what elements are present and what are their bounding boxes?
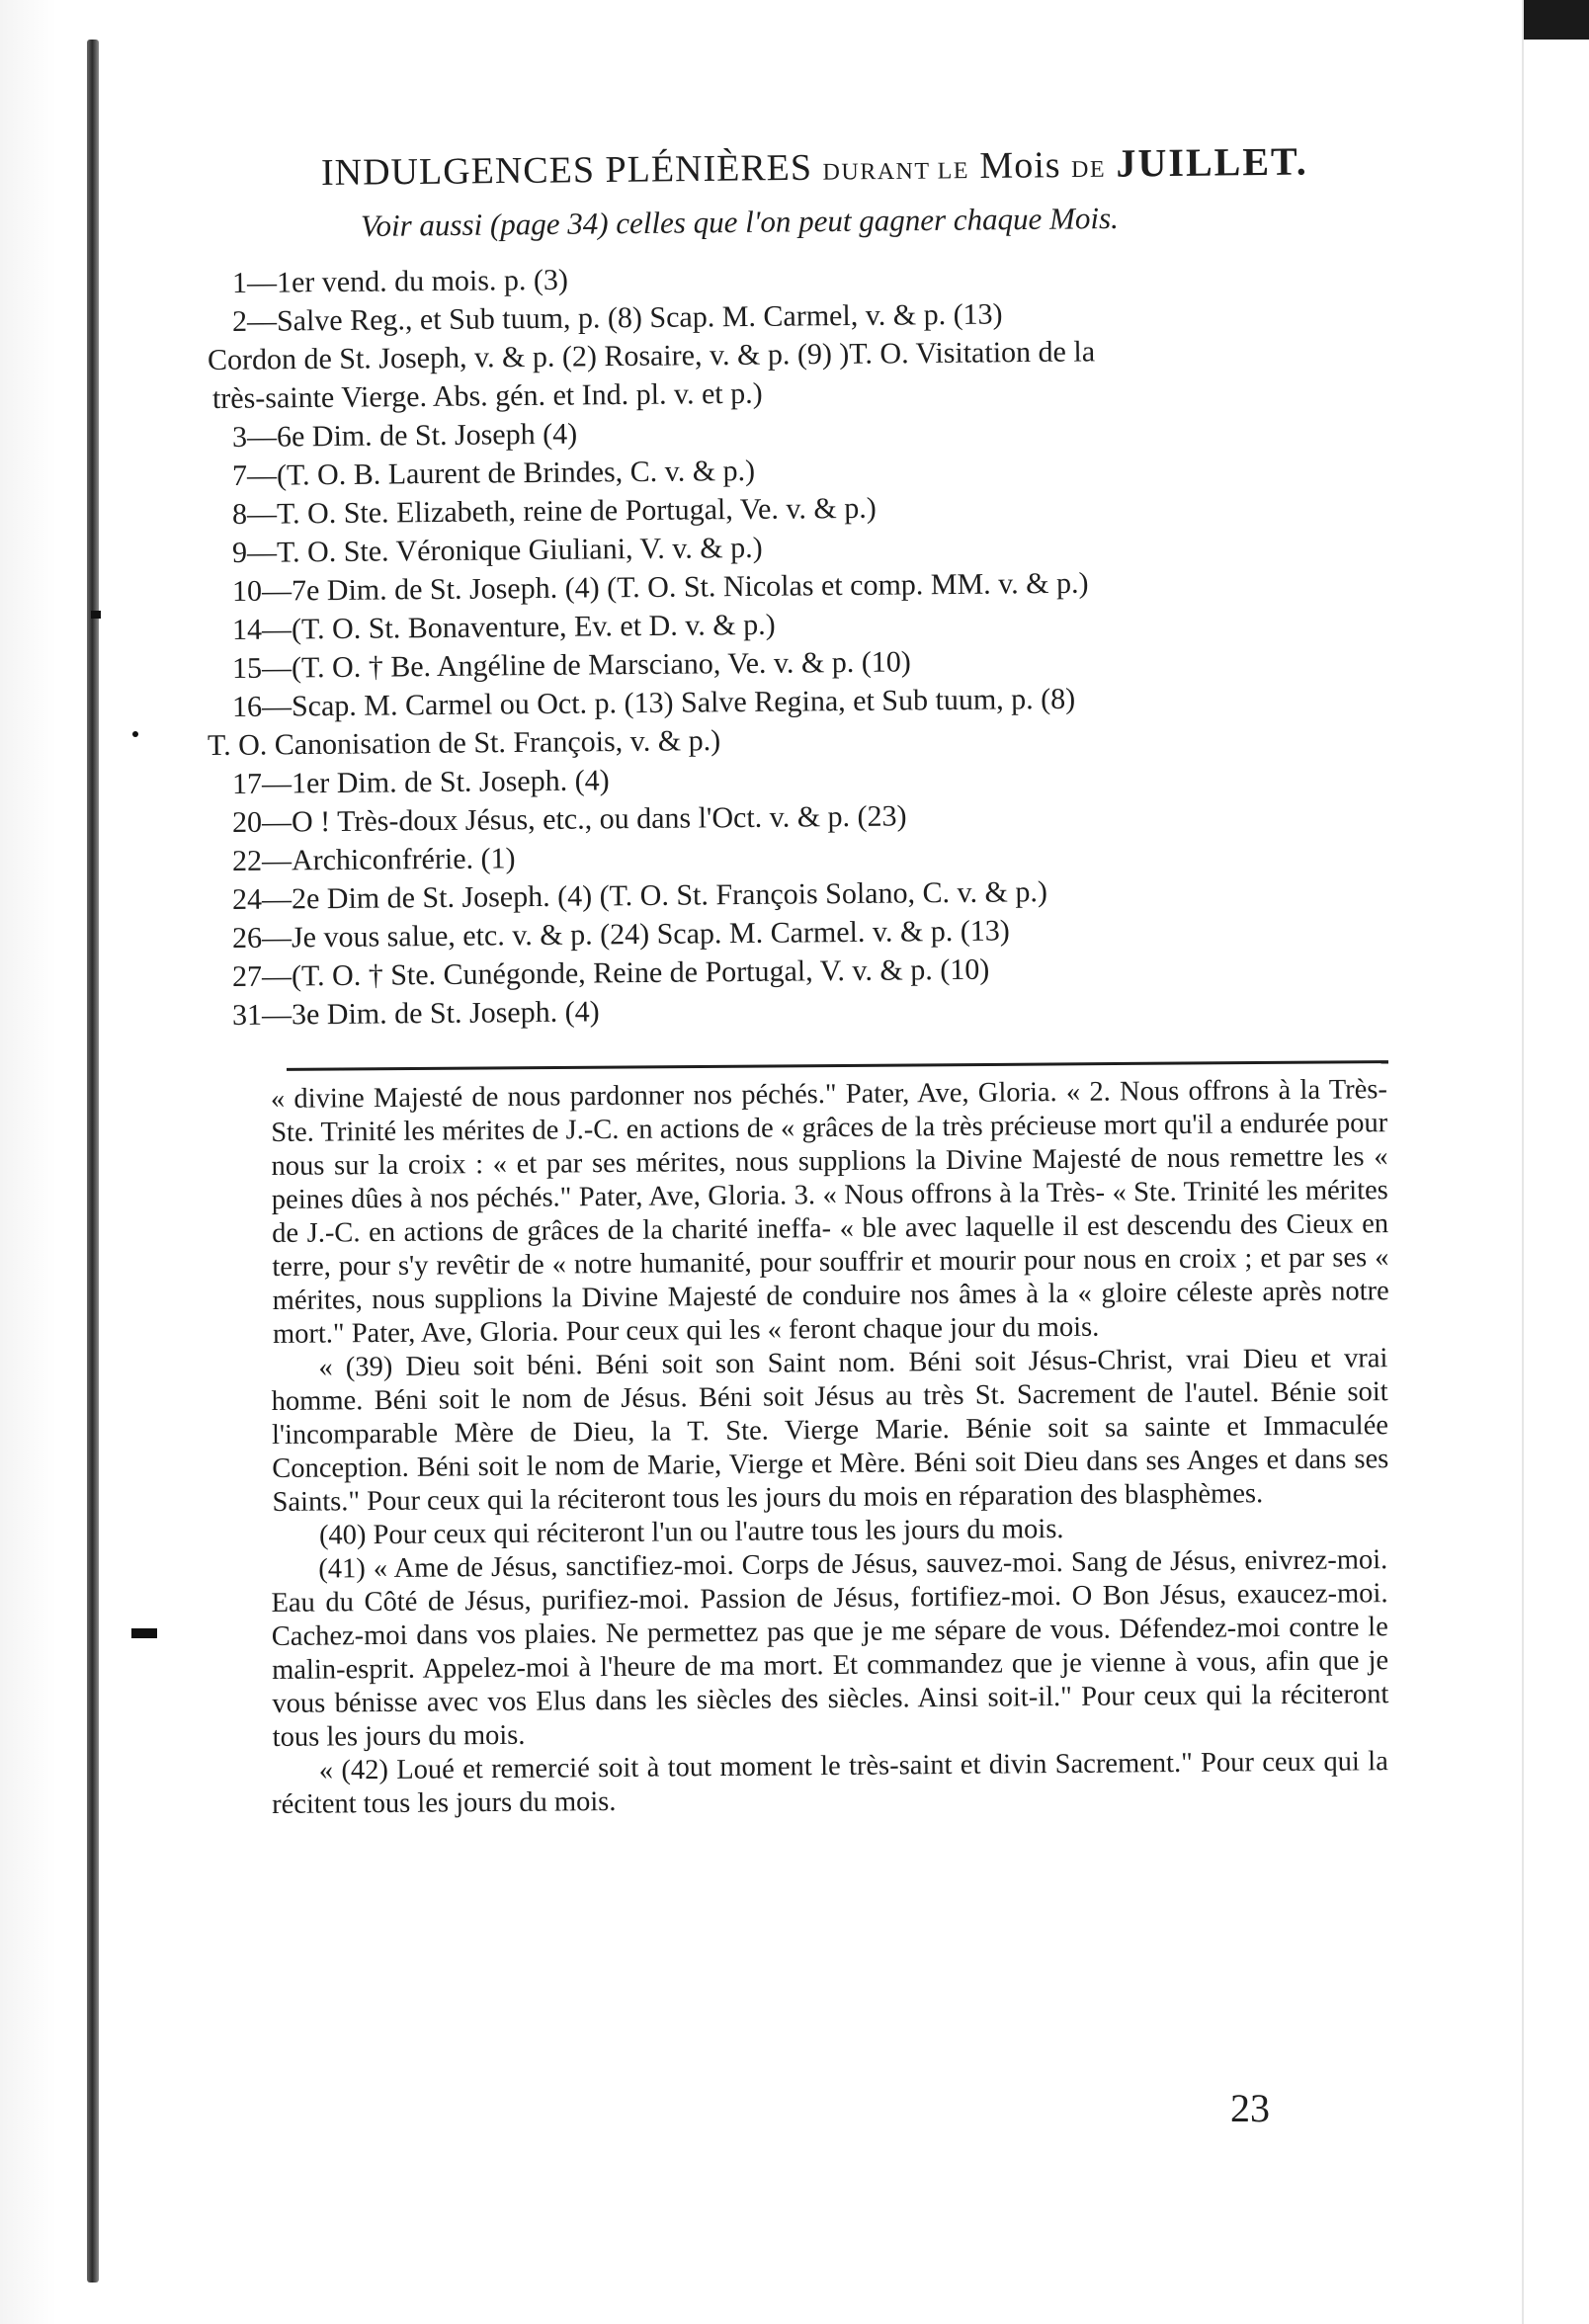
page-right-edge <box>1522 0 1589 2324</box>
section-divider <box>287 1060 1388 1071</box>
list-item: 9—T. O. Ste. Véronique Giuliani, V. v. & p.) <box>231 531 763 569</box>
list-item: 14—(T. O. St. Bonaventure, Ev. et D. v. & p.) <box>231 608 776 646</box>
footnotes <box>270 1074 1389 1822</box>
list-item: T. O. Canonisation de St. François, v. & p.) <box>207 724 721 762</box>
page-subtitle: Voir aussi (page 34) celles que l'on peut gagner chaque Mois. <box>360 200 1119 243</box>
page-number: 23 <box>1230 2086 1270 2130</box>
book-spine <box>87 40 99 2282</box>
list-item: très-sainte Vierge. Abs. gén. et Ind. pl. v. et p.) <box>211 376 763 415</box>
list-item: 24—2e Dim de St. Joseph. (4) (T. O. St. François Solano, C. v. & p.) <box>231 875 1048 916</box>
footnote-paragraph: (40) Pour ceux qui réciteront l'un ou l'autre tous les jours du mois. <box>318 1514 1064 1551</box>
list-item: 20—O ! Très-doux Jésus, etc., ou dans l'Oct. v. & p. (23) <box>231 799 907 839</box>
list-item: 17—1er Dim. de St. Joseph. (4) <box>231 764 610 800</box>
spine-mark <box>131 1628 157 1638</box>
list-item: 26—Je vous salue, etc. v. & p. (24) Scap. M. Carmel. v. & p. (13) <box>231 914 1010 954</box>
list-item: 15—(T. O. † Be. Angéline de Marsciano, Ve. v. & p. (10) <box>231 645 911 685</box>
list-item: 3—6e Dim. de St. Joseph (4) <box>231 417 578 454</box>
list-item: 2—Salve Reg., et Sub tuum, p. (8) Scap. M. Carmel, v. & p. (13) <box>231 297 1003 338</box>
footnote-paragraph: « divine Majesté de nous pardonner nos péchés." Pater, Ave, Gloria. « 2. Nous offrons à la Très-Ste. Trinité les mérites de J.-C. en actions de « grâces de la très précieuse mort qu'il a endurée pour nous sur la croix : « et par ses mérites, nous supplions la Divine Majesté de nous remettre les « peines dûes à nos péchés." Pater, Ave, Gloria. 3. « Nous offrons à la Très- « Ste. Trinité les mérites de J.-C. en actions de grâces de la charité ineffa- « ble avec laquelle il est descendu des Cieux en terre, pour s'y revêtir de « notre humanité, pour souffrir et mourir pour nous en croix ; et par ses « mérites, nous supplions la Divine Majesté de conduire nos âmes à la « gloire céleste après notre mort." Pater, Ave, Gloria. Pour ceux qui les « feront chaque jour du mois. <box>270 1074 1389 1350</box>
footnote-paragraph: « (42) Loué et remercié soit à tout moment le très-saint et divin Sacrement." Pour ceux qui la récitent tous les jours du mois. <box>272 1746 1388 1820</box>
list-item: 8—T. O. Ste. Elizabeth, reine de Portugal, Ve. v. & p.) <box>231 491 877 531</box>
footnote-paragraph: (41) « Ame de Jésus, sanctifiez-moi. Corps de Jésus, sauvez-moi. Sang de Jésus, enivrez-moi. Eau du Côté de Jésus, purifiez-moi. Passion de Jésus, fortifiez-moi. O Bon Jésus, exaucez-moi. Cachez-moi dans vos plaies. Ne permettez pas que je me sépare de vous. Défendez-moi contre le malin-esprit. Appelez-moi à l'heure de ma mort. Et commandez que je vienne à vous, afin que je vous bénisse avec vos Elus dans les siècles des siècles. Ainsi soit-il." Pour ceux qui la réciteront tous les jours du mois. <box>271 1544 1389 1753</box>
page-binding-shadow <box>0 0 94 2324</box>
page-title <box>321 137 1398 195</box>
list-item: 10—7e Dim. de St. Joseph. (4) (T. O. St. Nicolas et comp. MM. v. & p.) <box>231 566 1089 608</box>
list-item: Cordon de St. Joseph, v. & p. (2) Rosaire, v. & p. (9) )T. O. Visitation de la <box>207 335 1096 376</box>
spine-mark <box>132 731 138 737</box>
footnote-paragraph: « (39) Dieu soit béni. Béni soit son Saint nom. Béni soit Jésus-Christ, vrai Dieu et vrai homme. Béni soit le nom de Jésus. Béni soit Jésus au très St. Sacrement de l'autel. Bénie soit l'incomparable Mère de Dieu, la T. Ste. Vierge Marie. Bénie soit sa sainte et Immaculée Conception. Béni soit le nom de Marie, Vierge et Mère. Béni soit Dieu dans ses Anges et dans ses Saints." Pour ceux qui la réciteront tous les jours du mois en réparation des blasphèmes. <box>271 1343 1389 1518</box>
document-page <box>207 138 1398 2154</box>
title-month: JUILLET. <box>1116 138 1308 186</box>
title-part1: INDULGENCES PLÉNIÈRES <box>320 146 813 194</box>
list-item: 22—Archiconfrérie. (1) <box>231 842 516 877</box>
list-item: 7—(T. O. B. Laurent de Brindes, C. v. & p.) <box>231 454 756 492</box>
spine-mark <box>91 611 101 619</box>
indulgence-list <box>207 263 1398 1035</box>
title-small: DURANT LE <box>822 158 970 186</box>
title-small2: DE <box>1070 156 1107 184</box>
list-item: 1—1er vend. du mois. p. (3) <box>231 263 569 299</box>
list-item: 31—3e Dim. de St. Joseph. (4) <box>231 995 600 1032</box>
title-part2: Mois <box>979 144 1061 188</box>
list-item: 16—Scap. M. Carmel ou Oct. p. (13) Salve Regina, et Sub tuum, p. (8) <box>231 682 1076 723</box>
list-item: 27—(T. O. † Ste. Cunégonde, Reine de Portugal, V. v. & p. (10) <box>231 953 990 993</box>
